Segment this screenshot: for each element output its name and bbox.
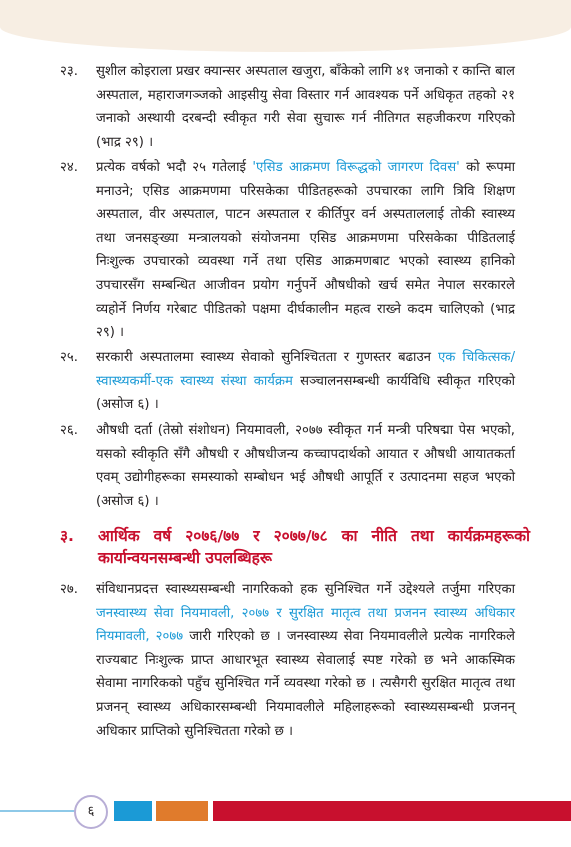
item-number: २५. [60,350,78,365]
list-item-27 [60,578,515,743]
item-number: २६. [60,423,78,438]
footer-line [0,810,80,812]
list-item-25 [60,346,515,417]
item-text-pre: सरकारी अस्पतालमा स्वास्थ्य सेवाको सुनिश्चितता र गुणस्तर बढाउन [96,350,438,365]
highlighted-text: एक चिकित्सक/स्वास्थ्यकर्मी-एक स्वास्थ्य संस्था कार्यक्रम [96,350,516,389]
section-heading [60,525,530,569]
header-band [0,0,571,52]
item-text [96,346,515,417]
item-number: २७. [60,582,78,597]
item-number: २४. [60,160,78,175]
page-number: ६ [74,795,108,829]
item-text: औषधी दर्ता (तेस्रो संशोधन) नियमावली, २०७७ स्वीकृत गर्न मन्त्री परिषद्मा पेस भएको, यसको स्वीकृति सँगै औषधी र औषधीजन्य कच्चापदार्थको आयात र औषधी आयातकर्ता एवम् उद्योगीहरूका समस्याको सम्बोधन भई औषधी आपूर्ति र उत्पादनमा सहज भएको (असोज ६) । [96,423,515,509]
page-footer [0,795,571,835]
list-item-26 [60,419,515,513]
item-text-post: सञ्चालनसम्बन्धी कार्यविधि स्वीकृत गरिएको (असोज ६) । [96,373,515,413]
section-title: आर्थिक वर्ष २०७६/७७ र २०७७/७८ का नीति तथा कार्यक्रमहरूको कार्यान्वयनसम्बन्धी उपलब्धिहरू [98,527,530,567]
footer-bar-red [213,801,571,821]
item-number: २३. [60,64,78,79]
list-item-23 [60,60,515,154]
highlighted-text: जनस्वास्थ्य सेवा नियमावली, २०७७ र सुरक्षित मातृत्व तथा प्रजनन स्वास्थ्य अधिकार नियमावली, २०७७ [96,605,515,645]
item-text-pre: संविधानप्रदत्त स्वास्थ्यसम्बन्धी नागरिकको हक सुनिश्चित गर्ने उद्देश्यले तर्जुमा गरिएका [96,582,515,597]
item-text-post: जारी गरिएको छ । जनस्वास्थ्य सेवा नियमावलीले प्रत्येक नागरिकले राज्यबाट निःशुल्क प्राप्त आधारभूत स्वास्थ्य सेवालाई स्पष्ट गरेको छ भने आकस्मिक सेवामा नागरिकको पहुँच सुनिश्चित गर्ने व्यवस्था गरेको छ । त्यसैगरी सुरक्षित मातृत्व तथा प्रजनन् स्वास्थ्य अधिकारसम्बन्धी नियमावलीले महिलाहरूको स्वास्थ्यसम्बन्धी प्रजनन् अधिकार प्राप्तिको सुनिश्चितता गरेको छ । [96,629,515,739]
item-text-post: को रूपमा मनाउने; एसिड आक्रमणमा परिसकेका पीडितहरूको उपचारका लागि त्रिवि शिक्षण अस्पताल, वीर अस्पताल, पाटन अस्पताल र कीर्तिपुर वर्न अस्पताललाई तोकी स्वास्थ्य तथा जनसङ्ख्या मन्त्रालयको संयोजनमा एसिड आक्रमणमा परिसकेका पीडितलाई निःशुल्क उपचारको व्यवस्था गर्ने तथा एसिड आक्रमणबाट भएको स्वास्थ्य हानिको उपचारसँग सम्बन्धित आजीवन प्रयोग गर्नुपर्ने औषधीको खर्च समेत नेपाल सरकारले व्यहोर्ने निर्णय गरेबाट पीडितको पक्षमा दीर्घकालीन महत्व राख्ने कदम चालिएको (भाद्र २९) । [96,160,516,341]
item-text: सुशील कोइराला प्रखर क्यान्सर अस्पताल खजुरा, बाँकेको लागि ४१ जनाको र कान्ति बाल अस्पताल, महाराजगञ्जको आइसीयु सेवा विस्तार गर्न आवश्यक पर्ने अधिकृत तहको २१ जनाको अस्थायी दरबन्दी स्वीकृत गरी सेवा सुचारू गर्न नीतिगत सहजीकरण गरिएको (भाद्र २९) । [96,64,515,150]
highlighted-text: 'एसिड आक्रमण विरूद्धको जागरण दिवस' [252,160,460,175]
footer-bar-orange [156,801,208,821]
section-number: ३. [60,527,74,545]
item-text [96,578,515,743]
item-text-pre: प्रत्येक वर्षको भदौ २५ गतेलाई [96,160,253,175]
footer-bar-blue [114,801,152,821]
item-text [96,156,515,345]
list-item-24 [60,156,515,345]
